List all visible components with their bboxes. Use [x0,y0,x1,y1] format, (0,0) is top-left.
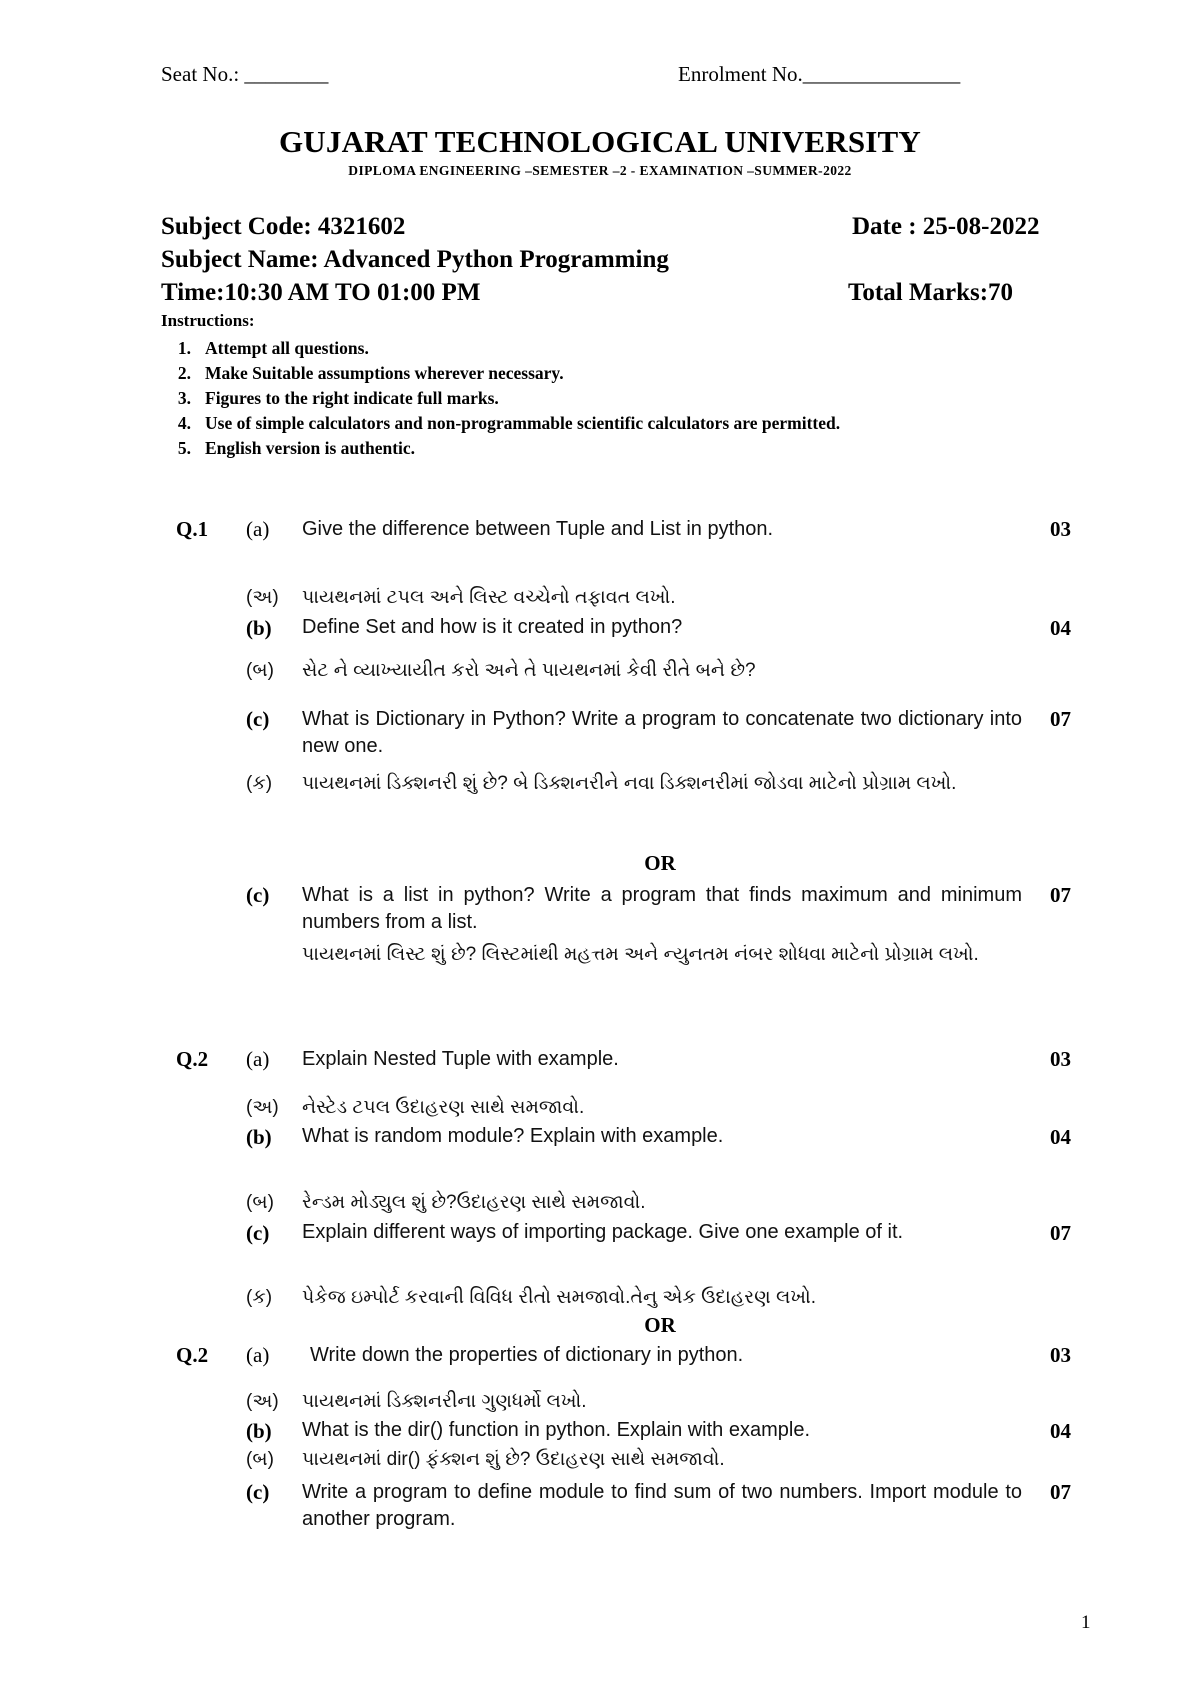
question-text: What is the dir() function in python. Explain with example. [302,1419,811,1441]
gujarati-translation: સેટ ને વ્યાખ્યાયીત કરો અને તે પાયથનમાં કેવી રીતે બને છે? [302,660,756,681]
sub-question-label: (c) [246,883,270,907]
instruction-number: 4. [177,413,191,433]
university-title: GUJARAT TECHNOLOGICAL UNIVERSITY [278,124,922,159]
page-number: 1 [1081,1612,1091,1633]
question-text: Explain different ways of importing package. Give one example of it. [302,1221,904,1243]
instructions-title: Instructions: [161,311,255,330]
sub-question-label: (c) [246,707,270,731]
instruction-item [161,363,564,384]
question-marks: 07 [1050,1480,1071,1504]
or-separator: OR [644,1313,676,1337]
question-marks: 07 [1050,1221,1071,1245]
gujarati-translation: પાયથનમાં ડિક્શનરી શું છે? બે ડિક્શનરીને નવા ડિક્શનરીમાં જોડવા માટેનો પ્રોગ્રામ લખો. [302,773,957,794]
gujarati-translation: નેસ્ટેડ ટપલ ઉદાહરણ સાથે સમજાવો. [302,1097,585,1118]
instruction-text: Make Suitable assumptions wherever necessary. [205,363,564,383]
question-marks: 04 [1050,1125,1071,1149]
question-number: Q.2 [176,1343,209,1367]
gujarati-label: (અ) [246,1391,279,1412]
question-text: What is Dictionary in Python? Write a program to concatenate two dictionary into new one. [302,708,1022,757]
or-separator: OR [644,851,676,875]
gujarati-label: (અ) [246,1097,279,1118]
question-text: Define Set and how is it created in python? [302,616,683,638]
question-text: What is a list in python? Write a program that finds maximum and minimum numbers from a list. [302,884,1022,933]
sub-question-label: (c) [246,1221,270,1245]
instruction-number: 5. [177,438,191,458]
question-marks: 04 [1050,1419,1071,1443]
sub-question-label: (c) [246,1480,270,1504]
question-marks: 07 [1050,883,1071,907]
question-text: Give the difference between Tuple and List in python. [302,518,774,540]
gujarati-translation: પેકેજ ઇમ્પોર્ટ કરવાની વિવિધ રીતો સમજાવો.તેનુ એક ઉદાહરણ લખો. [302,1287,816,1308]
sub-question-label: (b) [246,1125,272,1149]
seat-number: Seat No.: ________ [161,62,329,86]
gujarati-label: (બ) [246,660,274,681]
gujarati-label: (અ) [246,587,279,608]
instruction-text: English version is authentic. [205,438,416,458]
gujarati-translation: પાયથનમાં લિસ્ટ શું છે? લિસ્ટમાંથી મહત્તમ અને ન્યુનતમ નંબર શોધવા માટેનો પ્રોગ્રામ લખો. [302,944,979,965]
gujarati-label: (બ) [246,1449,274,1470]
gujarati-translation: પાયથનમાં ડિક્શનરીના ગુણધર્મો લખો. [302,1391,587,1412]
subject-name: Subject Name: Advanced Python Programming [161,246,669,273]
question-marks: 07 [1050,707,1071,731]
gujarati-translation: પાયથનમાં ટપલ અને લિસ્ટ વચ્ચેનો તફાવત લખો. [302,587,676,608]
question-marks: 04 [1050,616,1071,640]
gujarati-label: (ક) [246,1287,273,1308]
enrolment-number: Enrolment No._______________ [678,62,961,86]
subject-code: Subject Code: 4321602 [161,213,406,240]
instruction-item [161,438,415,459]
instruction-number: 2. [177,363,191,383]
instruction-item [161,413,840,434]
instruction-item [161,338,369,359]
question-marks: 03 [1050,1343,1071,1367]
instruction-number: 3. [177,388,191,408]
instruction-text: Figures to the right indicate full marks. [205,388,499,408]
question-marks: 03 [1050,1047,1071,1071]
exam-title: DIPLOMA ENGINEERING –SEMESTER –2 - EXAMINATION –SUMMER-2022 [348,163,852,178]
question-text: Explain Nested Tuple with example. [302,1048,619,1070]
question-text: Write down the properties of dictionary in python. [310,1344,744,1366]
exam-time: Time:10:30 AM TO 01:00 PM [161,279,481,306]
instruction-item [161,388,499,409]
sub-question-label: (a) [246,1343,270,1367]
sub-question-label: (a) [246,1047,270,1071]
gujarati-label: (બ) [246,1192,274,1213]
question-text: What is random module? Explain with example. [302,1125,724,1147]
question-text: Write a program to define module to find sum of two numbers. Import module to another program. [302,1481,1022,1530]
total-marks: Total Marks:70 [848,279,1014,306]
sub-question-label: (b) [246,1419,272,1443]
gujarati-label: (ક) [246,773,273,794]
question-number: Q.2 [176,1047,209,1071]
sub-question-label: (a) [246,517,270,541]
instruction-text: Attempt all questions. [205,338,369,358]
sub-question-label: (b) [246,616,272,640]
question-marks: 03 [1050,517,1071,541]
question-number: Q.1 [176,517,209,541]
instruction-number: 1. [177,338,191,358]
exam-date: Date : 25-08-2022 [852,213,1040,240]
gujarati-translation: રેન્ડમ મોડ્યુલ શું છે?ઉદાહરણ સાથે સમજાવો. [302,1192,646,1213]
instruction-text: Use of simple calculators and non-programmable scientific calculators are permitted. [205,413,841,433]
gujarati-translation: પાયથનમાં dir() ફંક્શન શું છે? ઉદાહરણ સાથે સમજાવો. [302,1449,725,1470]
